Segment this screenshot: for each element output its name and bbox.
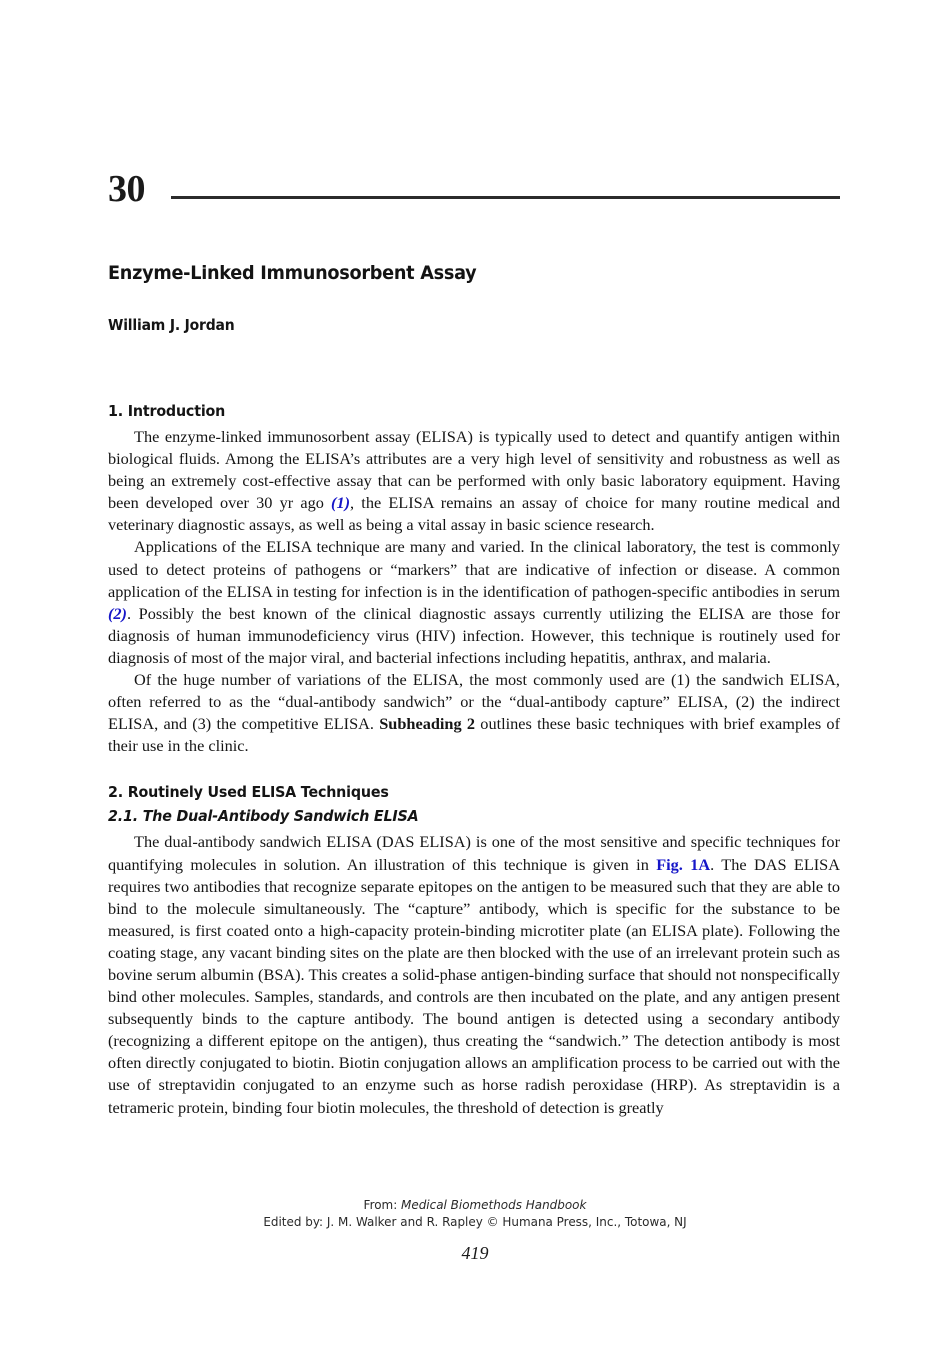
citation-reference-1[interactable]: (1)	[331, 493, 351, 513]
footer-from-label: From:	[363, 1197, 402, 1212]
page-content-column	[108, 0, 840, 1119]
chapter-rule-divider	[171, 196, 840, 199]
paragraph-text: . Possibly the best known of the clinical diagnostic assays currently utilizing the ELISA are those for diagnosis of human immunodeficiency virus (HIV) infection. However, this technique is routinely used for diagnosis of most of the major viral, and bacterial infections including hepatitis, anthrax, and malaria.	[108, 603, 840, 667]
paragraph-intro-1	[108, 426, 840, 536]
subsection-heading-das-elisa: 2.1. The Dual-Antibody Sandwich ELISA	[108, 807, 419, 826]
footer-editor-line: Edited by: J. M. Walker and R. Rapley © Humana Press, Inc., Totowa, NJ	[263, 1214, 687, 1229]
paragraph-text: The dual-antibody sandwich ELISA (DAS ELISA) is one of the most sensitive and specific techniques for quantifying molecules in solution. An illustration of this technique is given in	[108, 832, 840, 874]
chapter-header	[108, 0, 840, 210]
section-heading-introduction: 1. Introduction	[108, 402, 226, 420]
paragraph-text: Of the huge number of variations of the ELISA, the most commonly used are (1) the sandwich ELISA, often referred to as the “dual-antibody sandwich” or the “dual-antibody capture” ELISA, (2) the indirect ELISA, and (3) the competitive ELISA.	[108, 670, 840, 734]
footer-book-title: Medical Biomethods Handbook	[401, 1197, 587, 1212]
page-number: 419	[461, 1243, 489, 1263]
paragraph-text: , the ELISA remains an assay of choice for many routine medical and veterinary diagnostic assays, as well as being a vital assay in basic science research.	[108, 493, 840, 535]
paragraph-intro-2	[108, 536, 840, 669]
chapter-author: William J. Jordan	[108, 316, 235, 334]
paragraph-intro-3	[108, 669, 840, 757]
paragraph-text: Applications of the ELISA technique are many and varied. In the clinical laboratory, the test is commonly used to detect proteins of pathogens or “markers” that are indicative of infection or disease. A common application of the ELISA in testing for infection is in the identification of pathogen-specific antibodies in serum	[108, 537, 840, 601]
paragraph-das-elisa	[108, 831, 840, 1118]
citation-reference-2[interactable]: (2)	[108, 603, 127, 623]
chapter-title: Enzyme-Linked Immunosorbent Assay	[108, 262, 477, 284]
paragraph-text: . The DAS ELISA requires two antibodies that recognize separate epitopes on the antigen to be measured such that they are able to bind to the molecule simultaneously. The “capture” antibody, which is specific for the substance to be measured, is first coated onto a high-capacity protein-binding microtiter plate (an ELISA plate). Following the coating stage, any vacant binding sites on the plate are then blocked with the use of an irrelevant protein such as bovine serum albumin (BSA). This creates a solid-phase antigen-binding surface that should not nonspecifically bind other molecules. Samples, standards, and controls are then incubated on the plate, and any antigen present subsequently binds to the capture antibody. The bound antigen is detected using a secondary antibody (recognizing a different epitope on the antigen), thus creating the “sandwich.” The detection antibody is most often directly conjugated to biotin. Biotin conjugation allows an amplification process to be carried out with the use of streptavidin conjugated to an enzyme such as horse radish peroxidase (HRP). As streptavidin is a tetrameric protein, binding four biotin molecules, the threshold of detection is greatly	[108, 854, 840, 1117]
footer-source-line	[24, 1196, 927, 1213]
subheading-cross-reference: Subheading 2	[379, 714, 476, 734]
page-footer-citation	[24, 1196, 927, 1230]
section-heading-techniques: 2. Routinely Used ELISA Techniques	[108, 783, 389, 802]
chapter-number: 30	[108, 168, 145, 210]
figure-reference-link[interactable]: Fig. 1A	[656, 854, 711, 874]
paragraph-text: The enzyme-linked immunosorbent assay (ELISA) is typically used to detect and quantify antigen within biological fluids. Among the ELISA’s attributes are a very high level of sensitivity and robustness as well as being an extremely cost-effective assay that can be performed with only basic laboratory equipment. Having been developed over 30 yr ago	[108, 427, 840, 513]
paragraph-text: outlines these basic techniques with brief examples of their use in the clinic.	[108, 714, 840, 756]
